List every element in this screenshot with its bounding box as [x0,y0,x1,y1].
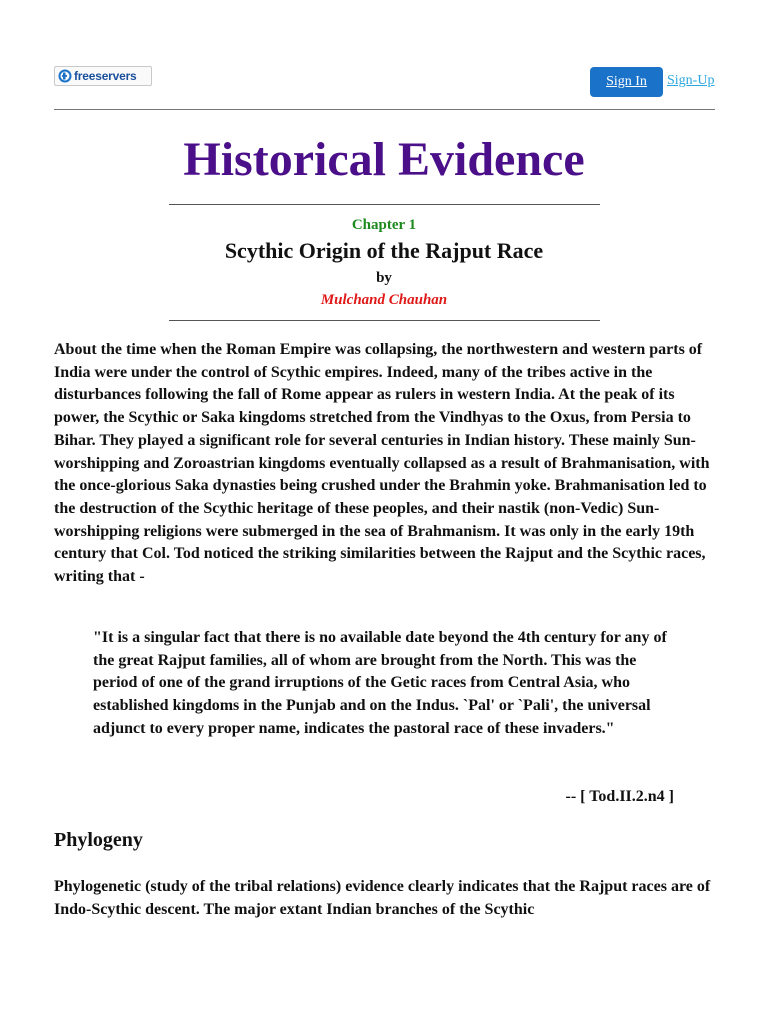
logo-text: freeservers [74,69,137,83]
chapter-title: Scythic Origin of the Rajput Race [224,238,544,263]
page-title: Historical Evidence [183,133,585,186]
site-header [54,62,715,108]
byline-divider [169,320,600,321]
freeservers-logo[interactable] [54,66,152,86]
sign-up-link[interactable]: Sign-Up [667,73,715,88]
tod-quote: "It is a singular fact that there is no available date beyond the 4th century for any of the great Rajput families, all of whom are brought from the North. This was the period of one of the grand irruptions of the Getic races from Central Asia, who established kingdoms in the Punjab and on the Indus. `Pal' or `Pali', the universal adjunct to every proper name, indicates the pastoral race of these invaders." [93,629,667,737]
title-divider [169,204,600,205]
chapter-label: Chapter 1 [351,217,417,233]
freeservers-logo-icon [58,69,72,83]
author-name: Mulchand Chauhan [320,292,448,308]
intro-paragraph: About the time when the Roman Empire was collapsing, the northwestern and western parts of India were under the control of Scythic empires. Indeed, many of the tribes active in the disturbances following the fall of Rome appear as rulers in western India. At the peak of its power, the Scythic or Saka kingdoms stretched from the Vindhyas to the Oxus, from Persia to Bihar. They played a significant role for several centuries in Indian history. These mainly Sun-worshipping and Zoroastrian kingdoms eventually collapsed as a result of Brahmanisation, with the once-glorious Saka dynasties being crushed under the Brahmin yoke. Brahmanisation led to the destruction of the Scythic heritage of these peoples, and their nastik (non-Vedic) Sun-worshipping religions were submerged in the sea of Brahmanism. It was only in the early 19th century that Col. Tod noticed the striking similarities between the Rajput and the Scythic races, writing that - [54,341,710,586]
quote-citation: -- [ Tod.II.2.n4 ] [565,788,674,805]
section-heading-phylogeny: Phylogeny [54,829,143,851]
sign-in-button[interactable]: Sign In [590,67,663,97]
header-divider [54,109,715,110]
byline-label: by [376,270,392,286]
phylogeny-paragraph: Phylogenetic (study of the tribal relations) evidence clearly indicates that the Rajput races are of Indo-Scythic descent. The major extant Indian branches of the Scythic [54,878,711,918]
